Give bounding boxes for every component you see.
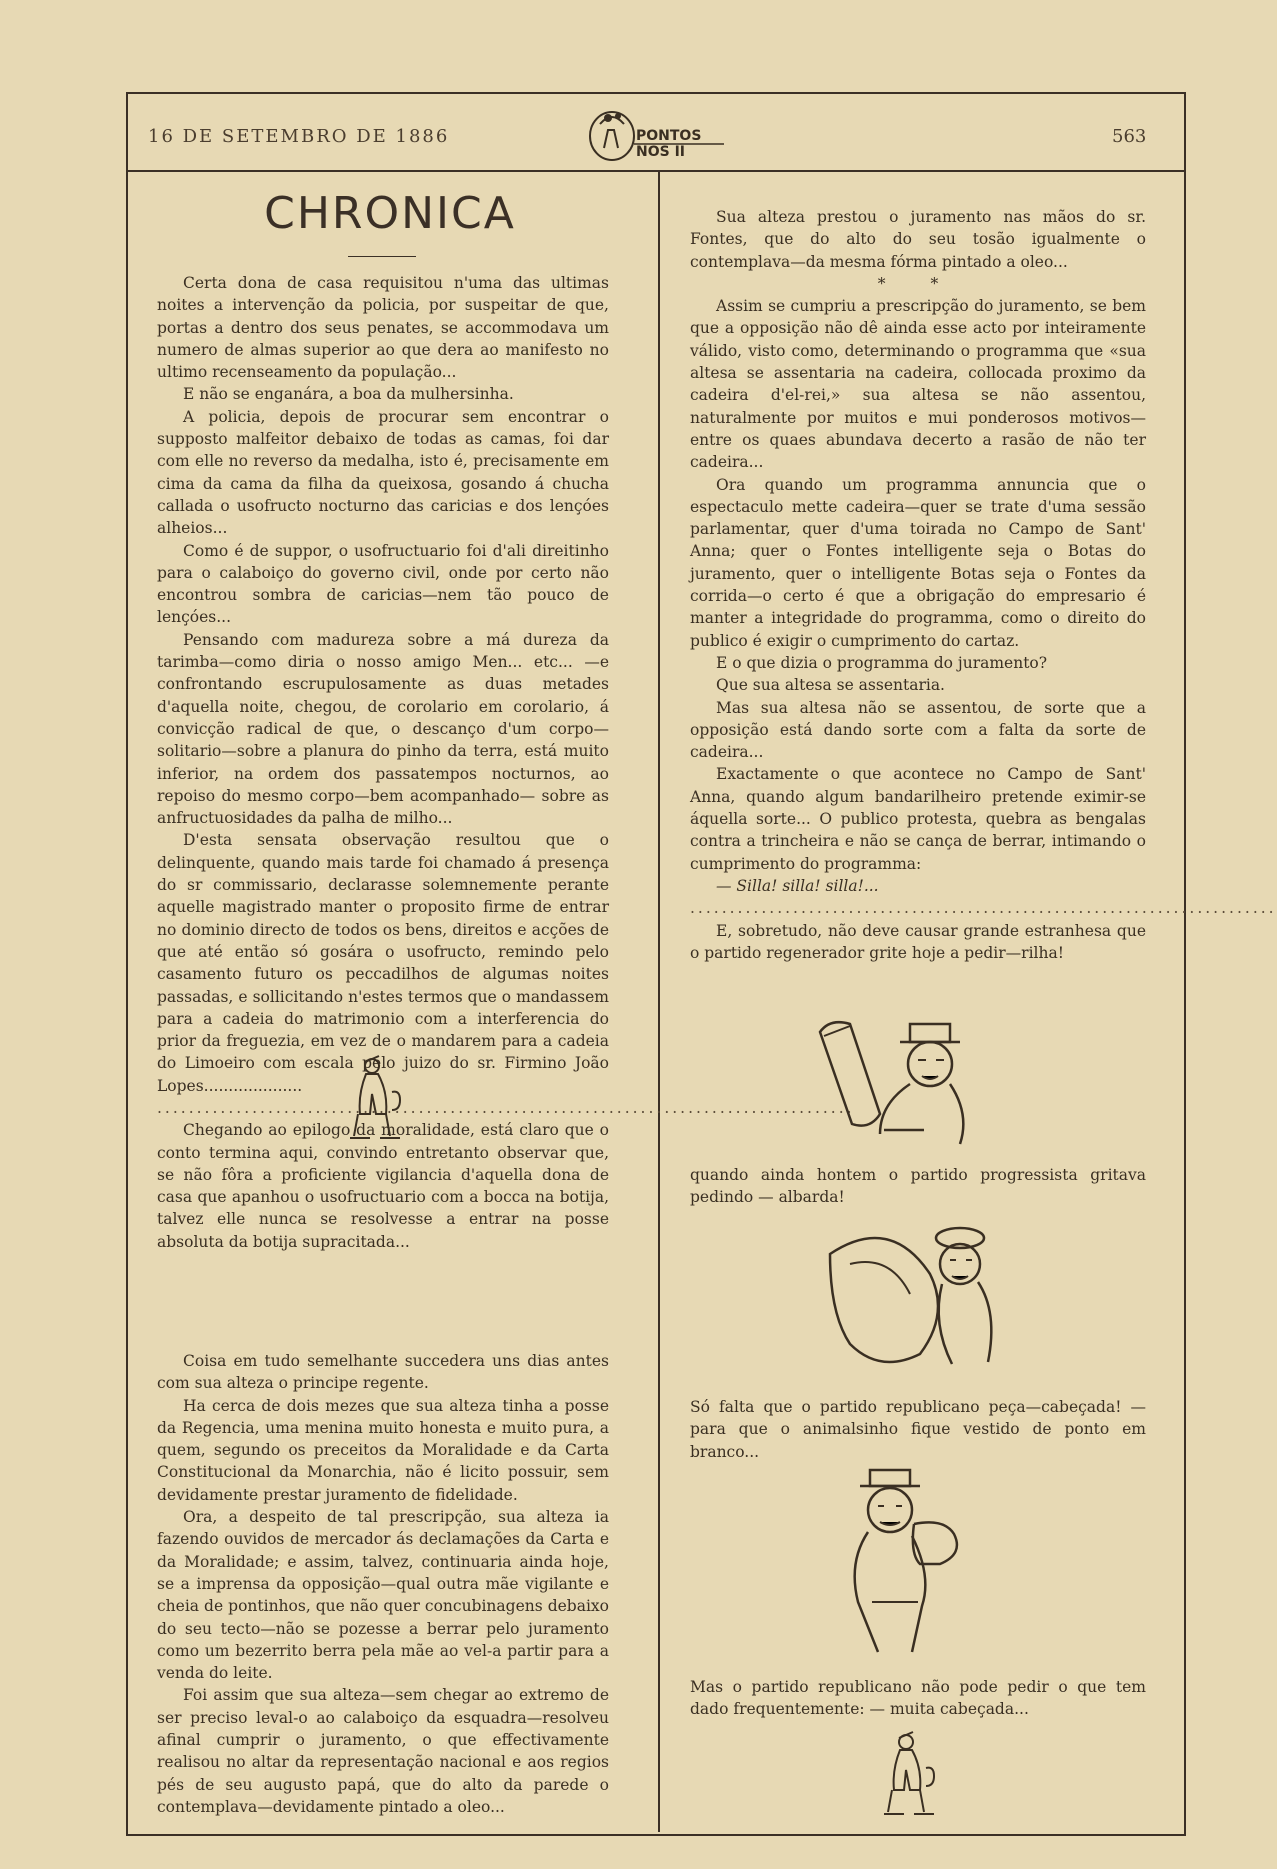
paragraph: Ha cerca de dois mezes que sua alteza tinha a posse da Regencia, uma menina muito honesta e muito pura, a quem, segundo os preceitos da Moralidade e da Carta Constitucional da Monarchia, não é licito possuir, sem devidamente prestar juramento de fidelidade. — [157, 1396, 609, 1504]
paragraph: Ora, a despeito de tal prescripção, sua alteza ia fazendo ouvidos de mercador ás declamações da Carta e da Moralidade; e assim, talvez, continuaria ainda hoje, se a imprensa da opposição—qual outra mãe vigilante e cheia de pontinhos, que não quer concubinagens debaixo do seu tecto—não se pozesse a berrar pelo juramento como um bezerrito berra pela mãe ao vel-a partir para a venda do leite. — [157, 1508, 609, 1683]
masthead-text: PONTOS NOS II — [636, 128, 702, 160]
paragraph: E, sobretudo, não deve causar grande estranhesa que o partido regenerador grite hoje a pedir—rilha! — [690, 921, 1146, 962]
right-column — [690, 206, 1277, 964]
header-rule — [126, 170, 1184, 172]
man-with-halter-icon — [822, 1466, 982, 1666]
paragraph: Ora quando um programma annuncia que o espectaculo mette cadeira—quer se trate d'uma sessão parlamentar, quer d'uma toirada no Campo de Sant' Anna; quer o Fontes intelligente seja o Botas do juramento, quer o intelligente Botas seja o Fontes da corrida—o certo é que a obrigação do empresario é manter a integridade do programma, como o direito do publico é exigir o cumprimento do cartaz. — [690, 475, 1146, 650]
title-rule — [348, 256, 416, 257]
paragraph: Que sua altesa se assentaria. — [716, 676, 945, 695]
dot-leader: ........................................................................................ — [157, 1098, 855, 1117]
paragraph: Chegando ao epilogo da moralidade, está claro que o conto termina aqui, convindo entretanto observar que, se não fôra a proficiente vigilancia d'aquella dona de casa que apanhou o usofructuario com a bocca na botija, talvez elle nunca se resolvesse a entrar na posse absoluta da botija supracitada... — [157, 1121, 609, 1251]
caption-2: Só falta que o partido republicano peça—cabeçada! — para que o animalsinho fique vestido de ponto em branco... — [690, 1398, 1146, 1461]
paragraph: Como é de suppor, o usofructuario foi d'ali direitinho para o calaboiço do governo civil, onde por certo não encontrou sombra de caricias—nem tão pouco de lençóes... — [157, 541, 609, 627]
paragraph: Foi assim que sua alteza—sem chegar ao extremo de ser preciso leval-o ao calaboiço da esquadra—resolveu afinal cumprir o juramento, o que effectivamente realisou no altar da representação nacional e aos regios pés de seu augusto papá, que do alto da parede o contemplava—devidamente pintado a oleo... — [157, 1686, 609, 1816]
paragraph: Coisa em tudo semelhante succedera uns dias antes com sua alteza o principe regente. — [157, 1352, 609, 1393]
vignette-figure-right — [874, 1728, 944, 1818]
caption-3: Mas o partido republicano não pode pedir o que tem dado frequentemente: — muita cabeçada... — [690, 1678, 1146, 1719]
paragraph: Sua alteza prestou o juramento nas mãos do sr. Fontes, que do alto do seu tosão igualmente o contemplava—da mesma fórma pintado a oleo... — [690, 208, 1146, 271]
small-figure-icon — [874, 1728, 944, 1818]
small-figure-icon — [340, 1052, 410, 1142]
paragraph: Mas sua altesa não se assentou, de sorte que a opposição está dando sorte com a falta da sorte de cadeira... — [690, 698, 1146, 762]
cartoon-halter — [822, 1466, 982, 1666]
page-number: 563 — [1112, 126, 1147, 147]
paragraph: Assim se cumpriu a prescripção do juramento, se bem que a opposição não dê ainda esse acto por inteiramente válido, visto como, determinando o programma que «sua altesa se assentaria na cadeira, collocada proximo da cadeira d'el-rei,» sua altesa se não assentou, naturalmente por muitos e mui ponderosos motivos—entre os quaes abundava decerto a rasão de não ter cadeira... — [690, 297, 1146, 472]
masthead-logo — [578, 104, 738, 164]
dot-leader: .......................................................................... — [690, 899, 1277, 918]
paragraph: E o que dizia o programma do juramento? — [716, 653, 1048, 672]
left-column-middle — [157, 1350, 609, 1818]
man-with-saddle-icon — [810, 1214, 1010, 1374]
vignette-figure-left — [340, 1052, 410, 1142]
paragraph: Exactamente o que acontece no Campo de Sant' Anna, quando algum bandarilheiro pretende eximir-se áquella sorte... O publico protesta, quebra as bengalas contra a trincheira e não se cança de berrar, intimando o cumprimento do programma: — [690, 765, 1146, 873]
man-with-horn-icon — [800, 1012, 1010, 1162]
column-divider — [658, 172, 660, 1832]
cartoon-saddle — [810, 1214, 1010, 1374]
cartoon-horn — [800, 1012, 1010, 1162]
article-title: CHRONICA — [264, 188, 516, 239]
paragraph: Certa dona de casa requisitou n'uma das ultimas noites a intervenção da policia, por suspeitar de que, portas a dentro dos seus penates, se accommodava um numero de almas superior ao que dera ao manifesto no ultimo recenseamento da população... — [157, 274, 609, 382]
paragraph: A policia, depois de procurar sem encontrar o supposto malfeitor debaixo de todas as camas, foi dar com elle no reverso da medalha, isto é, precisamente em cima da cama da filha da queixosa, gosando á chucha callada o usofructo nocturno das caricias e dos lençóes alheios... — [157, 407, 609, 538]
header-date: 16 DE SETEMBRO DE 1886 — [148, 126, 450, 147]
paragraph-shout: — Silla! silla! silla!... — [716, 876, 879, 895]
separator-mark: * * — [877, 274, 959, 293]
caption-1: quando ainda hontem o partido progressista gritava pedindo — albarda! — [690, 1166, 1146, 1207]
paragraph: Pensando com madureza sobre a má dureza da tarimba—como diria o nosso amigo Men... etc... —e confrontando escrupulosamente as duas metades d'aquella noite, chegou, de corolario em corolario, á convicção radical de que, o descanço d'um corpo—solitario—sobre a planura do pinho da terra, está muito inferior, na ordem dos passatempos nocturnos, ao repoiso do mesmo corpo—bem acompanhado— sobre as anfructuosidades da palha de milho... — [157, 630, 609, 828]
paragraph: D'esta sensata observação resultou que o delinquente, quando mais tarde foi chamado á presença do sr commissario, declarasse solemnemente perante aquelle magistrado manter o proposito firme de entrar no dominio directo de todos os bens, direitos e acções de que até então só gosára o usofructo, remindo pelo casamento futuro os peccadilhos de algumas noites passadas, e sollicitando n'estes termos que o mandassem para a cadeia do matrimonio com a interferencia do prior da freguezia, em vez de o mandarem para a cadeia do Limoeiro com escala pelo juizo do sr. Firmino João Lopes.................... — [157, 831, 609, 1095]
paragraph: E não se enganára, a boa da mulhersinha. — [183, 385, 514, 404]
